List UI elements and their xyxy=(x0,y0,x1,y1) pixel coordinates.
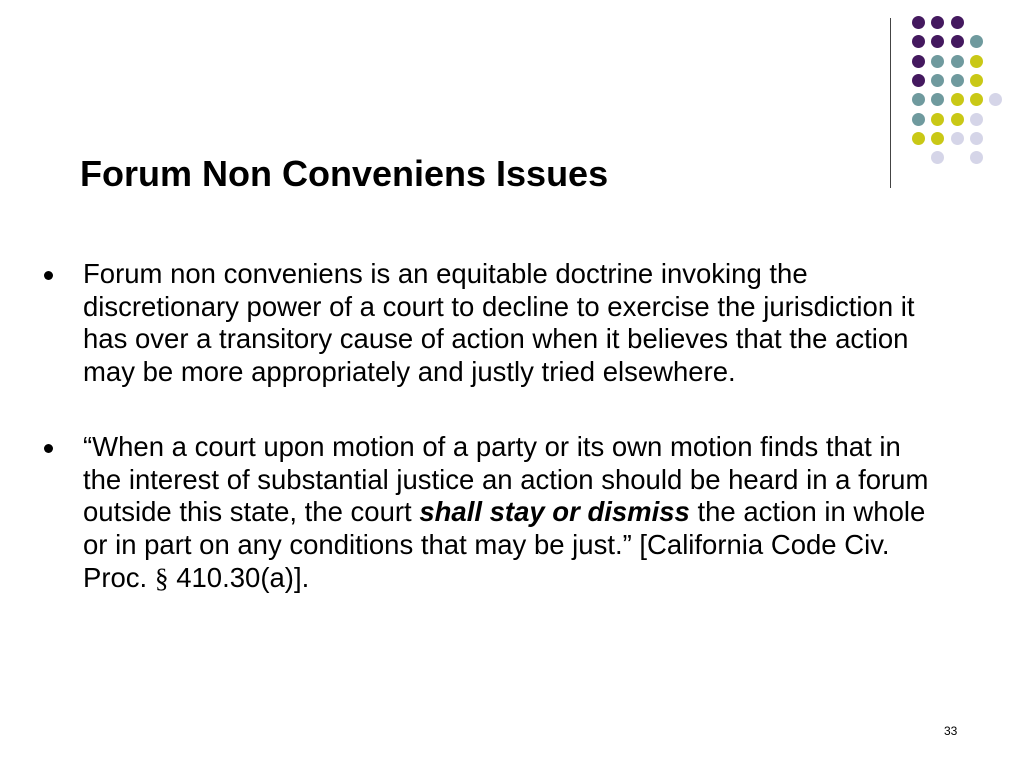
bullet-dot-icon xyxy=(44,444,53,453)
decorative-dot-icon xyxy=(931,151,944,164)
decorative-dot-icon xyxy=(970,55,983,68)
decorative-dot-icon xyxy=(989,93,1002,106)
decorative-dot-icon xyxy=(951,132,964,145)
section-symbol: § xyxy=(154,561,169,593)
quote-text: “When a court upon motion of a party or its own motion finds that in the interest of substantial justice an action should be heard in a forum outside this state, the court xyxy=(83,430,929,528)
decorative-dot-icon xyxy=(931,55,944,68)
decorative-dot-icon xyxy=(970,132,983,145)
decorative-dot-icon xyxy=(912,74,925,87)
decorative-dot-icon xyxy=(931,132,944,145)
decorative-dot-icon xyxy=(951,55,964,68)
decorative-dot-icon xyxy=(931,113,944,126)
decorative-dot-icon xyxy=(912,35,925,48)
decorative-dot-icon xyxy=(912,93,925,106)
quote-text-continued: the action in whole or in part on any conditions that may be just.” [California Code Civ. Proc. xyxy=(83,496,926,593)
decorative-dot-icon xyxy=(970,74,983,87)
decorative-dot-icon xyxy=(912,16,925,29)
bullet-text-1: Forum non conveniens is an equitable doctrine invoking the discretionary power of a court to decline to exercise the jurisdiction it has over a transitory cause of action when it believes that the action may be more appropriately and justly tried elsewhere. xyxy=(83,258,915,388)
slide-title: Forum Non Conveniens Issues xyxy=(80,153,609,194)
decorative-dot-icon xyxy=(931,74,944,87)
decorative-dot-icon xyxy=(951,16,964,29)
page-number: 33 xyxy=(944,724,958,738)
title-divider-line xyxy=(890,18,891,188)
decorative-dot-icon xyxy=(970,35,983,48)
decorative-dot-icon xyxy=(951,113,964,126)
decorative-dot-icon xyxy=(951,93,964,106)
decorative-dot-icon xyxy=(970,93,983,106)
citation-end: 410.30(a)]. xyxy=(168,561,310,593)
decorative-dot-icon xyxy=(912,113,925,126)
bullet-item-1 xyxy=(0,258,1000,389)
decorative-dot-icon xyxy=(951,35,964,48)
bullet-list xyxy=(0,258,1000,636)
bullet-text-2 xyxy=(83,431,933,595)
bullet-dot-icon xyxy=(44,271,53,280)
decorative-dot-icon xyxy=(931,35,944,48)
decorative-dot-icon xyxy=(931,93,944,106)
decorative-dot-icon xyxy=(951,74,964,87)
decorative-dot-icon xyxy=(970,151,983,164)
decorative-dot-icon xyxy=(912,55,925,68)
decorative-dot-icon xyxy=(912,132,925,145)
decorative-dot-icon xyxy=(931,16,944,29)
decorative-dot-icon xyxy=(970,113,983,126)
bullet-item-2 xyxy=(0,431,1000,595)
emphasis-text: shall stay or dismiss xyxy=(419,496,690,528)
